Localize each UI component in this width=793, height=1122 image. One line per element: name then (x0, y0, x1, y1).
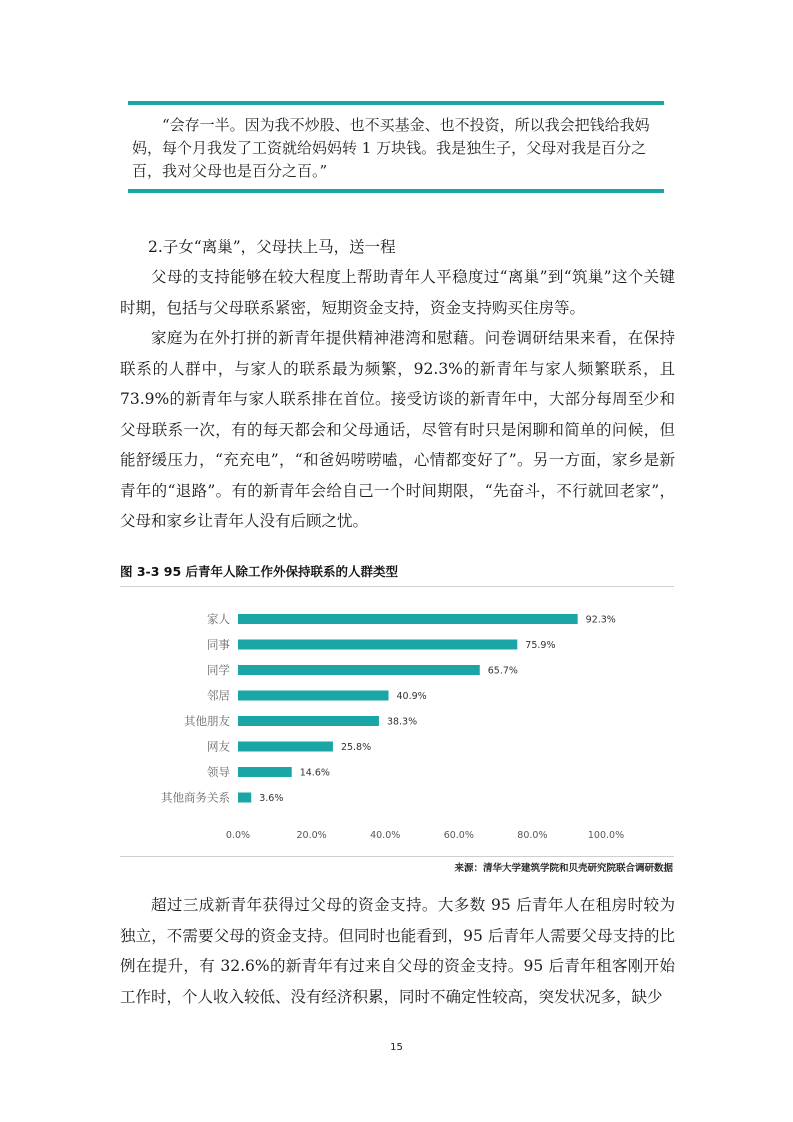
figure-title: 图 3-3 95 后青年人除工作外保持联系的人群类型 (120, 564, 399, 579)
bar (238, 691, 389, 701)
paragraph-1: 父母的支持能够在较大程度上帮助青年人平稳度过“离巢”到“筑巢”这个关键时期，包括与父母联系紧密，短期资金支持，资金支持购买住房等。 (120, 268, 675, 317)
bar-value-label: 38.3% (386, 716, 418, 728)
bar-value-label: 75.9% (525, 640, 556, 651)
section-body (120, 262, 675, 537)
quote-block (132, 114, 666, 183)
x-tick-label: 40.0% (370, 830, 401, 841)
paragraph-3: 超过三成新青年获得过父母的资金支持。大多数 95 后青年人在租房时较为独立，不需要父母的资金支持。但同时也能看到，95 后青年人需要父母支持的比例在提升，有 32.6%的新青年有过来自父母的资金支持。95 后青年租客刚开始工作时，个人收入较低、没有经济积累，同时不确定性较高，突发状况多，缺少 (120, 896, 675, 1006)
x-tick-label: 80.0% (517, 830, 548, 841)
category-label: 网友 (207, 739, 230, 754)
category-label: 其他朋友 (184, 714, 230, 728)
page-number: 15 (390, 1042, 403, 1053)
bar-value-label: 14.6% (299, 767, 330, 779)
bar (238, 665, 480, 675)
contact-types-bar-chart (120, 604, 674, 844)
after-figure-body (120, 890, 675, 1012)
figure-source: 来源：清华大学建筑学院和贝壳研究院联合调研数据 (454, 863, 673, 874)
x-tick-label: 20.0% (296, 830, 327, 841)
quote-bottom-rule (128, 189, 664, 193)
category-label: 同学 (207, 663, 230, 677)
category-label: 其他商务关系 (161, 790, 230, 805)
bar-value-label: 3.6% (259, 793, 284, 804)
figure-top-rule (120, 586, 674, 587)
quote-top-rule (128, 101, 664, 105)
bar-value-label: 40.9% (396, 691, 427, 702)
category-label: 邻居 (207, 688, 230, 703)
bar-value-label: 25.8% (340, 742, 372, 753)
paragraph-2: 家庭为在外打拼的新青年提供精神港湾和慰藉。问卷调研结果来看，在保持联系的人群中，与家人的联系最为频繁，92.3%的新青年与家人频繁联系，且73.9%的新青年与家人联系排在首位。接受访谈的新青年中，大部分每周至少和父母联系一次，有的每天都会和父母通话，尽管有时只是闲聊和简单的问候，但能舒缓压力，“充充电”，“和爸妈唠唠嗑，心情都变好了”。另一方面，家乡是新青年的“退路”。有的新青年会给自己一个时间期限，“先奋斗，不行就回老家”，父母和家乡让青年人没有后顾之忧。 (120, 329, 675, 530)
bar (238, 716, 379, 726)
category-label: 同事 (207, 637, 230, 652)
bar (238, 640, 517, 650)
bar (238, 793, 251, 803)
bar (238, 614, 578, 624)
bar-value-label: 92.3% (585, 614, 616, 626)
bar (238, 742, 333, 752)
bar-value-label: 65.7% (487, 665, 518, 677)
quote-text: “会存一半。因为我不炒股、也不买基金、也不投资，所以我会把钱给我妈妈，每个月我发了工资就给妈妈转 1 万块钱。我是独生子，父母对我是百分之百，我对父母也是百分之百。” (132, 116, 650, 180)
x-tick-label: 0.0% (225, 830, 251, 841)
bar (238, 767, 292, 777)
x-tick-label: 100.0% (587, 830, 625, 841)
category-label: 领导 (207, 765, 230, 779)
category-label: 家人 (207, 612, 230, 626)
x-tick-label: 60.0% (443, 830, 474, 841)
figure-bottom-rule (120, 856, 674, 857)
section-heading: 2.子女“离巢”，父母扶上马，送一程 (148, 238, 396, 256)
